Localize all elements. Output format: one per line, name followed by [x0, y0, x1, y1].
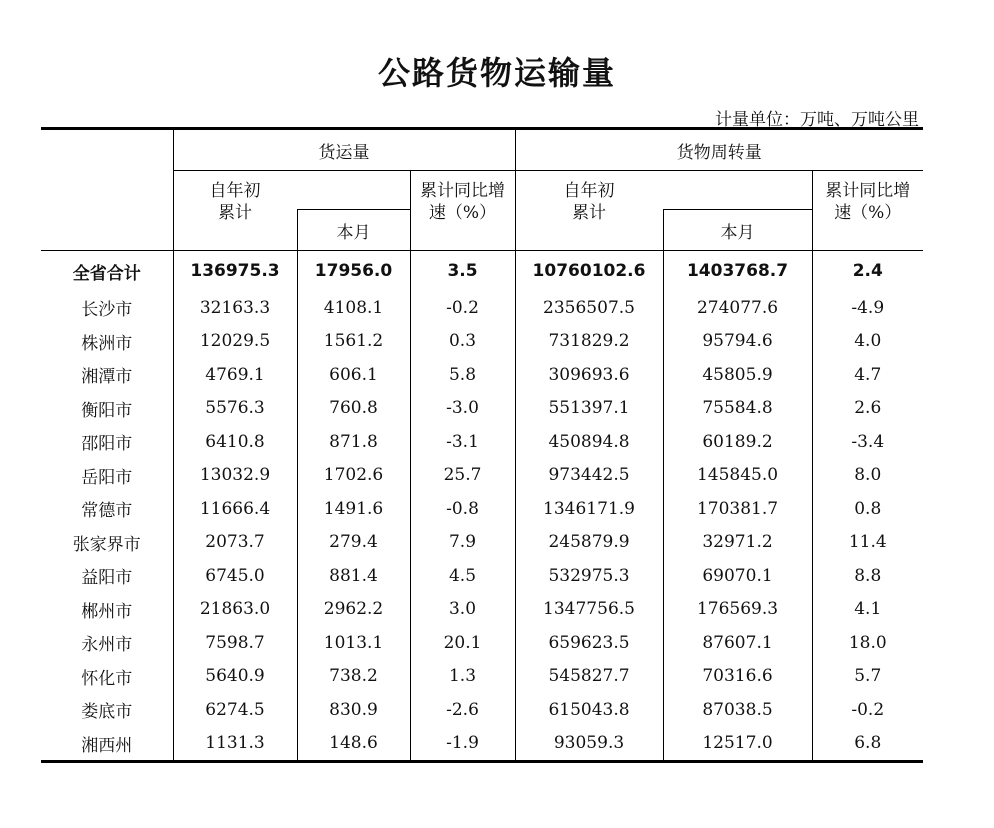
- fv-growth-cell: 5.8: [410, 358, 515, 392]
- table-row: [41, 593, 923, 627]
- region-cell: 张家界市: [72, 534, 141, 555]
- fv-month-cell: 881.4: [297, 559, 410, 593]
- region-cell: 全省合计: [72, 263, 141, 284]
- tv-month-cell: 12517.0: [663, 727, 812, 762]
- tv-growth-line1: 累计同比增: [825, 180, 911, 201]
- region-cell: 株洲市: [81, 333, 133, 354]
- tv-month-cell: 176569.3: [663, 593, 812, 627]
- table-row: [41, 291, 923, 325]
- fv-growth-cell: 25.7: [410, 459, 515, 493]
- region-cell: 湘潭市: [81, 367, 133, 388]
- tv-cumulative-cell: 450894.8: [515, 425, 663, 459]
- fv-cumulative-cell: 7598.7: [173, 626, 297, 660]
- tv-month-cell: 87038.5: [663, 693, 812, 727]
- tv-growth-cell: 4.0: [812, 325, 923, 359]
- fv-growth-cell: 1.3: [410, 660, 515, 694]
- fv-cumulative-cell: 13032.9: [173, 459, 297, 493]
- region-cell: 邵阳市: [81, 434, 133, 455]
- fv-growth-cell: -2.6: [410, 693, 515, 727]
- table-row: [41, 492, 923, 526]
- fv-growth-cell: 3.5: [410, 251, 515, 292]
- tv-cumulative-cell: 973442.5: [515, 459, 663, 493]
- region-cell: 常德市: [81, 501, 133, 522]
- tv-cumulative-cell: 615043.8: [515, 693, 663, 727]
- turnover-header: 货物周转量: [515, 129, 923, 171]
- tv-month-cell: 69070.1: [663, 559, 812, 593]
- tv-growth-cell: 8.0: [812, 459, 923, 493]
- tv-cumulative-cell: 2356507.5: [515, 291, 663, 325]
- fv-growth-cell: 7.9: [410, 526, 515, 560]
- tv-growth-cell: -0.2: [812, 693, 923, 727]
- fv-growth-cell: -3.0: [410, 392, 515, 426]
- fv-growth-cell: 20.1: [410, 626, 515, 660]
- tv-cumulative-cell: 731829.2: [515, 325, 663, 359]
- table-row: [41, 526, 923, 560]
- fv-cumulative-cell: 5640.9: [173, 660, 297, 694]
- total-row: [41, 251, 923, 292]
- fv-cumulative-cell: 6410.8: [173, 425, 297, 459]
- table-row: [41, 358, 923, 392]
- tv-growth-header: [812, 171, 923, 251]
- table-row: [41, 425, 923, 459]
- fv-cumulative-cell: 136975.3: [173, 251, 297, 292]
- table-row: [41, 727, 923, 762]
- tv-cumulative-line1: 自年初: [563, 180, 615, 201]
- fv-growth-cell: -3.1: [410, 425, 515, 459]
- tv-month-cell: 274077.6: [663, 291, 812, 325]
- tv-month-cell: 170381.7: [663, 492, 812, 526]
- table-row: [41, 459, 923, 493]
- tv-cumulative-header: [515, 171, 663, 251]
- table-row: [41, 660, 923, 694]
- table-row: [41, 559, 923, 593]
- tv-cumulative-cell: 659623.5: [515, 626, 663, 660]
- tv-cumulative-cell: 545827.7: [515, 660, 663, 694]
- fv-month-cell: 279.4: [297, 526, 410, 560]
- tv-month-cell: 145845.0: [663, 459, 812, 493]
- fv-month-header: 本月: [297, 210, 410, 251]
- tv-cumulative-cell: 551397.1: [515, 392, 663, 426]
- fv-growth-line1: 累计同比增: [420, 180, 505, 201]
- tv-growth-cell: 2.6: [812, 392, 923, 426]
- tv-growth-cell: -4.9: [812, 291, 923, 325]
- tv-growth-cell: 5.7: [812, 660, 923, 694]
- table-row: [41, 626, 923, 660]
- fv-month-cell: 148.6: [297, 727, 410, 762]
- region-cell: 长沙市: [81, 300, 133, 321]
- fv-month-cell: 606.1: [297, 358, 410, 392]
- fv-growth-cell: 3.0: [410, 593, 515, 627]
- tv-growth-cell: 4.7: [812, 358, 923, 392]
- fv-cumulative-header: [173, 171, 297, 251]
- tv-growth-cell: 18.0: [812, 626, 923, 660]
- fv-growth-cell: -0.8: [410, 492, 515, 526]
- tv-growth-cell: 6.8: [812, 727, 923, 762]
- tv-month-cell: 70316.6: [663, 660, 812, 694]
- fv-month-cell: 2962.2: [297, 593, 410, 627]
- region-cell: 益阳市: [81, 568, 133, 589]
- fv-cumulative-cell: 12029.5: [173, 325, 297, 359]
- region-cell: 怀化市: [81, 668, 133, 689]
- fv-month-cell: 1013.1: [297, 626, 410, 660]
- fv-month-cell: 1491.6: [297, 492, 410, 526]
- tv-month-cell: 1403768.7: [663, 251, 812, 292]
- region-header-blank: [41, 129, 173, 251]
- tv-month-cell: 95794.6: [663, 325, 812, 359]
- fv-cumulative-cell: 6745.0: [173, 559, 297, 593]
- tv-month-cell: 75584.8: [663, 392, 812, 426]
- freight-volume-header: 货运量: [173, 129, 515, 171]
- fv-month-cell: 871.8: [297, 425, 410, 459]
- fv-growth-header: [410, 171, 515, 251]
- fv-cumulative-cell: 32163.3: [173, 291, 297, 325]
- tv-growth-cell: 0.8: [812, 492, 923, 526]
- tv-growth-cell: -3.4: [812, 425, 923, 459]
- region-cell: 岳阳市: [81, 467, 133, 488]
- tv-month-cell: 87607.1: [663, 626, 812, 660]
- table-row: [41, 392, 923, 426]
- tv-growth-cell: 11.4: [812, 526, 923, 560]
- region-cell: 衡阳市: [81, 400, 133, 421]
- fv-cumulative-line2: 累计: [218, 202, 252, 223]
- fv-cumulative-cell: 4769.1: [173, 358, 297, 392]
- fv-cumulative-cell: 11666.4: [173, 492, 297, 526]
- fv-month-cell: 1561.2: [297, 325, 410, 359]
- fv-month-cell: 760.8: [297, 392, 410, 426]
- tv-cumulative-cell: 245879.9: [515, 526, 663, 560]
- tv-cumulative-cell: 1346171.9: [515, 492, 663, 526]
- region-cell: 湘西州: [41, 727, 173, 762]
- page-title: 公路货物运输量: [377, 54, 616, 92]
- table-row: [41, 693, 923, 727]
- fv-growth-cell: 0.3: [410, 325, 515, 359]
- tv-month-cell: 60189.2: [663, 425, 812, 459]
- tv-growth-line2: 速（%）: [834, 202, 902, 223]
- fv-month-cell: 830.9: [297, 693, 410, 727]
- table-row: [41, 325, 923, 359]
- region-cell: 娄底市: [81, 702, 133, 723]
- fv-cumulative-cell: 5576.3: [173, 392, 297, 426]
- tv-cumulative-cell: 10760102.6: [515, 251, 663, 292]
- fv-month-header-top: [297, 171, 410, 210]
- tv-growth-cell: 4.1: [812, 593, 923, 627]
- fv-cumulative-cell: 2073.7: [173, 526, 297, 560]
- fv-month-cell: 1702.6: [297, 459, 410, 493]
- unit-label: 计量单位：万吨、万吨公里: [715, 110, 919, 130]
- tv-cumulative-cell: 1347756.5: [515, 593, 663, 627]
- freight-table: [41, 127, 923, 763]
- tv-cumulative-cell: 532975.3: [515, 559, 663, 593]
- tv-cumulative-cell: 309693.6: [515, 358, 663, 392]
- tv-growth-cell: 8.8: [812, 559, 923, 593]
- fv-cumulative-line1: 自年初: [209, 180, 261, 201]
- tv-cumulative-cell: 93059.3: [515, 727, 663, 762]
- fv-month-cell: 4108.1: [297, 291, 410, 325]
- fv-cumulative-cell: 21863.0: [173, 593, 297, 627]
- fv-growth-cell: -0.2: [410, 291, 515, 325]
- tv-month-cell: 32971.2: [663, 526, 812, 560]
- fv-month-cell: 738.2: [297, 660, 410, 694]
- tv-growth-cell: 2.4: [812, 251, 923, 292]
- region-cell: 永州市: [81, 635, 133, 656]
- fv-month-cell: 17956.0: [297, 251, 410, 292]
- fv-growth-line2: 速（%）: [428, 202, 497, 223]
- fv-growth-cell: 4.5: [410, 559, 515, 593]
- tv-month-header: 本月: [663, 210, 812, 251]
- tv-cumulative-line2: 累计: [572, 202, 607, 223]
- fv-cumulative-cell: 6274.5: [173, 693, 297, 727]
- tv-month-cell: 45805.9: [663, 358, 812, 392]
- fv-growth-cell: -1.9: [410, 727, 515, 762]
- region-cell: 郴州市: [81, 601, 133, 622]
- fv-cumulative-cell: 1131.3: [173, 727, 297, 762]
- tv-month-header-top: [663, 171, 812, 210]
